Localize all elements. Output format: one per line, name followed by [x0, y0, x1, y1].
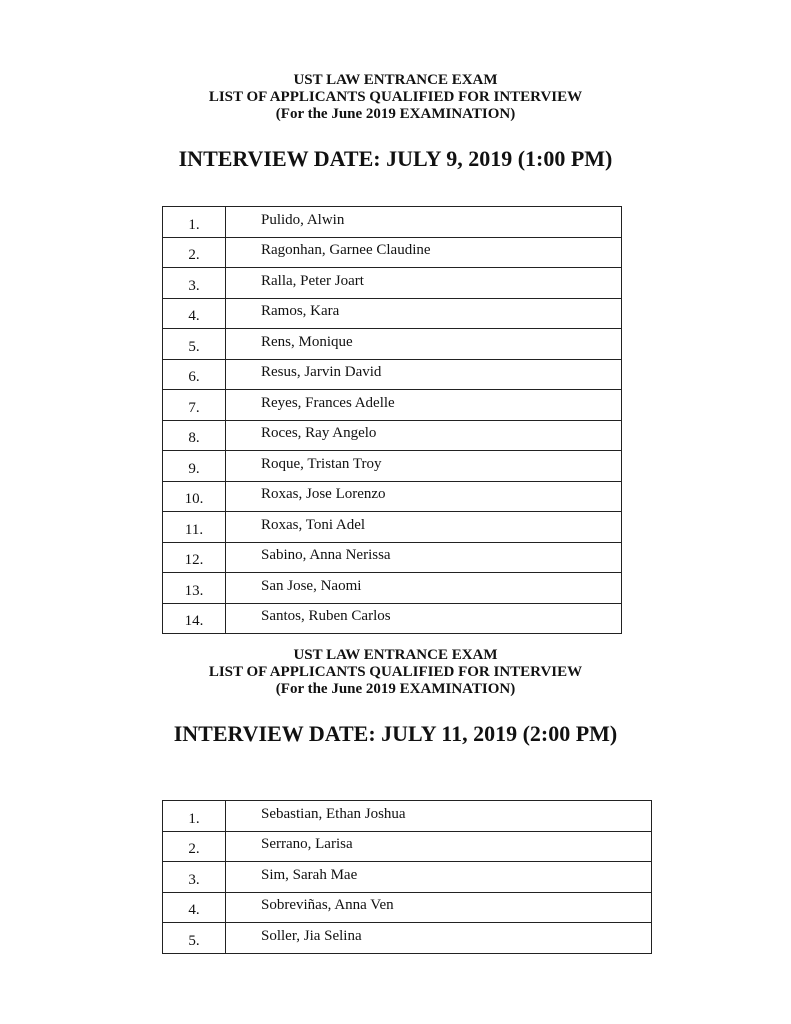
row-number: 5. [163, 923, 226, 954]
table-row [163, 512, 622, 543]
applicant-name: Roces, Ray Angelo [226, 420, 622, 451]
applicant-name: Serrano, Larisa [226, 831, 652, 862]
table-row [163, 481, 622, 512]
applicant-table-2 [162, 800, 652, 954]
row-number: 13. [163, 573, 226, 604]
applicant-name: Rens, Monique [226, 329, 622, 360]
applicant-name: Roque, Tristan Troy [226, 451, 622, 482]
applicant-table-body [163, 207, 622, 634]
table-row [163, 298, 622, 329]
applicant-name: Sobreviñas, Anna Ven [226, 892, 652, 923]
table-row [163, 268, 622, 299]
applicant-name: Pulido, Alwin [226, 207, 622, 238]
interview-date-heading: INTERVIEW DATE: JULY 9, 2019 (1:00 PM) [178, 146, 613, 171]
table-row [163, 390, 622, 421]
exam-title: UST LAW ENTRANCE EXAM [293, 72, 498, 88]
row-number: 7. [163, 390, 226, 421]
table-row [163, 542, 622, 573]
applicant-name: Ragonhan, Garnee Claudine [226, 237, 622, 268]
row-number: 12. [163, 542, 226, 573]
row-number: 5. [163, 329, 226, 360]
interview-date-heading: INTERVIEW DATE: JULY 11, 2019 (2:00 PM) [173, 721, 618, 746]
row-number: 6. [163, 359, 226, 390]
applicant-name: Santos, Ruben Carlos [226, 603, 622, 634]
row-number: 2. [163, 831, 226, 862]
row-number: 4. [163, 892, 226, 923]
row-number: 1. [163, 207, 226, 238]
table-row [163, 862, 652, 893]
section-2-header [0, 647, 791, 698]
applicant-name: Soller, Jia Selina [226, 923, 652, 954]
applicant-name: Sabino, Anna Nerissa [226, 542, 622, 573]
table-row [163, 237, 622, 268]
applicant-name: Sim, Sarah Mae [226, 862, 652, 893]
row-number: 3. [163, 862, 226, 893]
applicant-name: San Jose, Naomi [226, 573, 622, 604]
applicant-name: Roxas, Jose Lorenzo [226, 481, 622, 512]
table-row [163, 603, 622, 634]
table-row [163, 207, 622, 238]
row-number: 9. [163, 451, 226, 482]
applicant-name: Sebastian, Ethan Joshua [226, 801, 652, 832]
applicant-name: Reyes, Frances Adelle [226, 390, 622, 421]
table-row [163, 573, 622, 604]
table-row [163, 420, 622, 451]
table-row [163, 923, 652, 954]
applicant-table-1 [162, 206, 622, 634]
exam-period: (For the June 2019 EXAMINATION) [275, 681, 516, 697]
applicant-name: Ralla, Peter Joart [226, 268, 622, 299]
exam-title: UST LAW ENTRANCE EXAM [293, 647, 498, 663]
row-number: 2. [163, 237, 226, 268]
row-number: 8. [163, 420, 226, 451]
table-row [163, 329, 622, 360]
applicant-name: Ramos, Kara [226, 298, 622, 329]
applicant-name: Roxas, Toni Adel [226, 512, 622, 543]
applicant-table-body [163, 801, 652, 954]
table-row [163, 892, 652, 923]
table-row [163, 451, 622, 482]
table-row [163, 801, 652, 832]
table-row [163, 359, 622, 390]
row-number: 14. [163, 603, 226, 634]
row-number: 3. [163, 268, 226, 299]
exam-period: (For the June 2019 EXAMINATION) [275, 106, 516, 122]
applicant-name: Resus, Jarvin David [226, 359, 622, 390]
row-number: 1. [163, 801, 226, 832]
row-number: 11. [163, 512, 226, 543]
section-1-header [0, 72, 791, 123]
row-number: 4. [163, 298, 226, 329]
list-title: LIST OF APPLICANTS QUALIFIED FOR INTERVIEW [208, 664, 583, 680]
table-row [163, 831, 652, 862]
list-title: LIST OF APPLICANTS QUALIFIED FOR INTERVIEW [208, 89, 583, 105]
row-number: 10. [163, 481, 226, 512]
